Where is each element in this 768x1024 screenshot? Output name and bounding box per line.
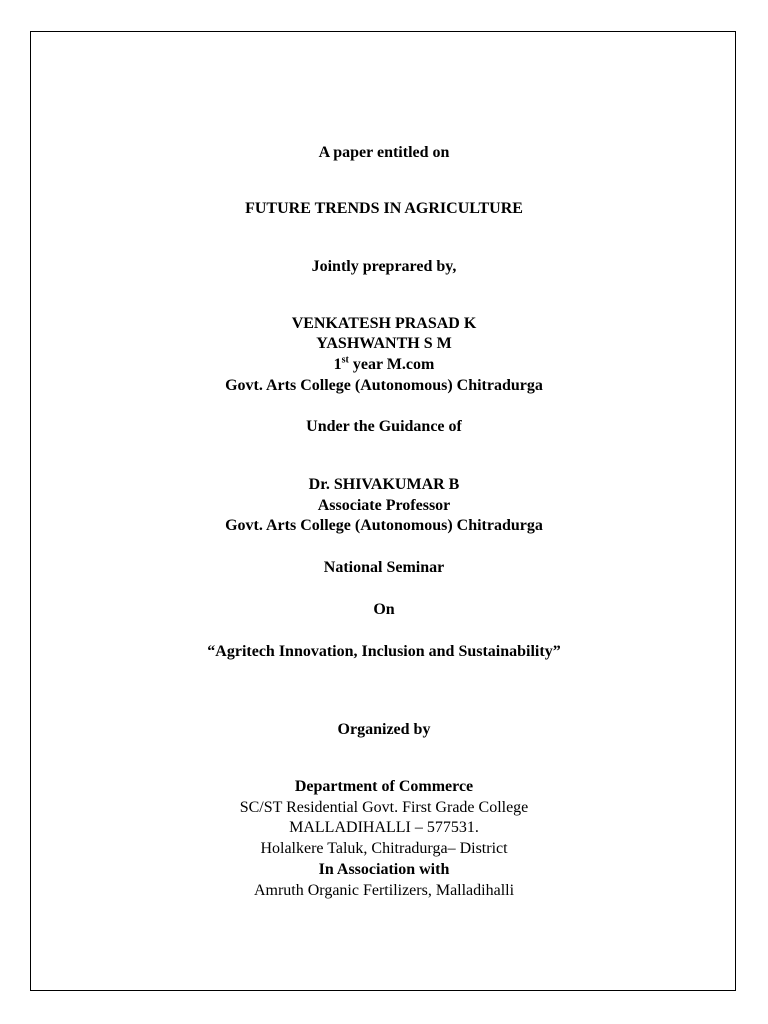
guidance-label: Under the Guidance of (306, 418, 462, 435)
prepared-by-label: Jointly preprared by, (311, 258, 457, 275)
association-label: In Association with (318, 861, 450, 878)
organizer-college: SC/ST Residential Govt. First Grade College (239, 799, 529, 816)
guide-name: Dr. SHIVAKUMAR B (308, 476, 460, 493)
guide-college: Govt. Arts College (Autonomous) Chitradurga (225, 517, 543, 534)
organizer-address: MALLADIHALLI – 577531. (289, 819, 479, 836)
author-year (0, 355, 768, 375)
seminar-label: National Seminar (323, 559, 445, 576)
association-partner: Amruth Organic Fertilizers, Malladihalli (253, 882, 515, 899)
year-text: year M.com (348, 356, 435, 373)
author-college: Govt. Arts College (Autonomous) Chitradurga (225, 377, 543, 394)
year-number: 1 (333, 356, 342, 373)
department-name: Department of Commerce (294, 778, 474, 795)
organized-label: Organized by (337, 721, 431, 738)
guide-designation: Associate Professor (317, 497, 451, 514)
organizer-district: Holalkere Taluk, Chitradurga– District (260, 840, 508, 857)
paper-title: FUTURE TRENDS IN AGRICULTURE (245, 200, 523, 217)
author-name-1: VENKATESH PRASAD K (291, 315, 477, 332)
author-name-2: YASHWANTH S M (316, 335, 452, 352)
title-intro: A paper entitled on (318, 144, 450, 161)
seminar-theme: “Agritech Innovation, Inclusion and Sustainability” (207, 643, 561, 660)
year-suffix: st (341, 354, 349, 366)
on-label: On (373, 601, 395, 618)
